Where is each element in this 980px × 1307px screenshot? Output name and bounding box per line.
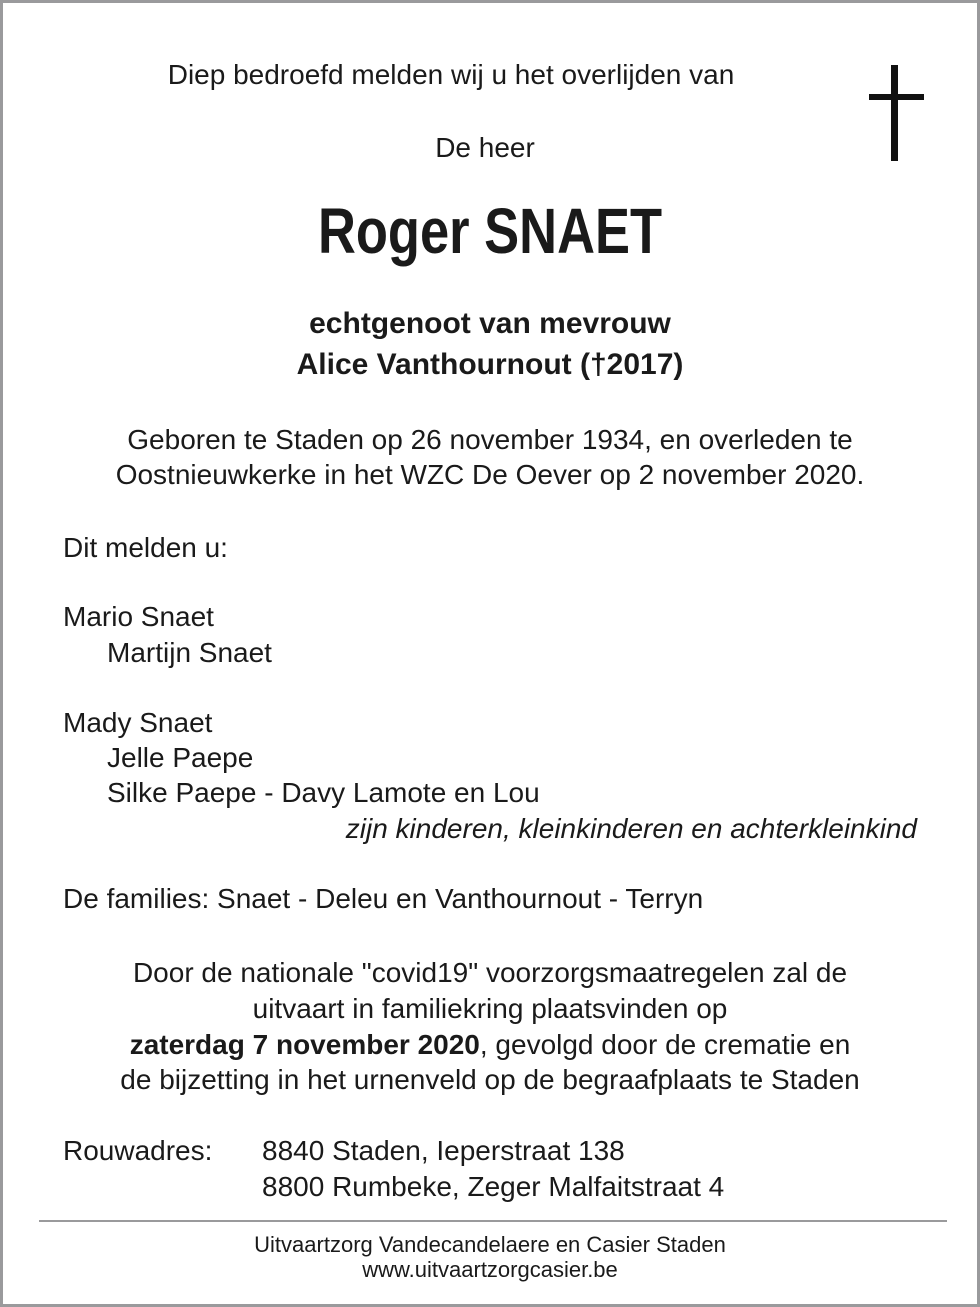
family-member: Martijn Snaet — [107, 637, 272, 668]
intro-text: Diep bedroefd melden wij u het overlijden van — [167, 59, 735, 90]
divider — [39, 1220, 947, 1222]
spouse-line-2: Alice Vanthournout (†2017) — [296, 348, 684, 381]
birth-line-2: Oostnieuwkerke in het WZC De Oever op 2 november 2020. — [115, 459, 865, 490]
families-line: De families: Snaet - Deleu en Vanthournout - Terryn — [63, 883, 704, 914]
birth-line-1: Geboren te Staden op 26 november 1934, en overleden te — [127, 424, 853, 455]
cross-horizontal — [869, 94, 924, 100]
salutation: De heer — [435, 132, 535, 163]
family-member: Jelle Paepe — [107, 742, 254, 773]
footer-company: Uitvaartzorg Vandecandelaere en Casier Staden — [254, 1232, 726, 1257]
address-2: 8800 Rumbeke, Zeger Malfaitstraat 4 — [262, 1171, 725, 1202]
address-1: 8840 Staden, Ieperstraat 138 — [262, 1135, 625, 1166]
family-relation: zijn kinderen, kleinkinderen en achterkleinkind — [345, 813, 917, 844]
funeral-line-4: de bijzetting in het urnenveld op de begraafplaats te Staden — [120, 1064, 860, 1095]
family-member: Silke Paepe - Davy Lamote en Lou — [107, 777, 540, 808]
family-member: Mady Snaet — [63, 707, 213, 738]
family-member: Mario Snaet — [63, 601, 214, 632]
address-label: Rouwadres: — [63, 1135, 213, 1166]
footer-website[interactable]: www.uitvaartzorgcasier.be — [362, 1257, 618, 1282]
funeral-date: zaterdag 7 november 2020 — [129, 1029, 480, 1060]
deceased-name: Roger SNAET — [317, 195, 663, 267]
announce-text: Dit melden u: — [63, 532, 228, 563]
funeral-line-3-rest: , gevolgd door de crematie en — [479, 1029, 851, 1060]
spouse-line-1: echtgenoot van mevrouw — [309, 307, 671, 340]
funeral-line-2: uitvaart in familiekring plaatsvinden op — [252, 993, 728, 1024]
funeral-line-3 — [3, 1028, 977, 1062]
funeral-line-1: Door de nationale "covid19" voorzorgsmaatregelen zal de — [132, 957, 848, 988]
